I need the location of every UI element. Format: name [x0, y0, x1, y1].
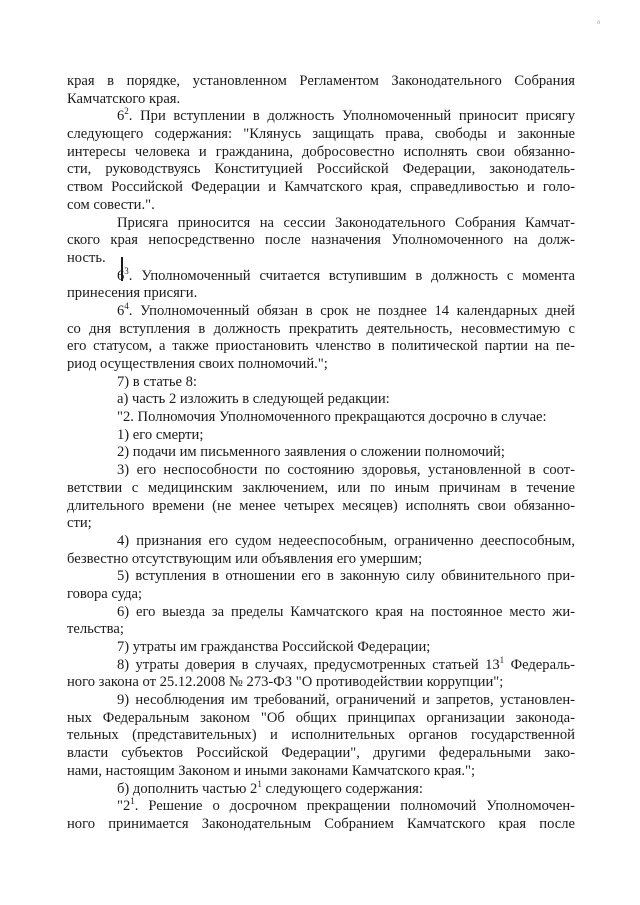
superscript: 1 — [257, 778, 262, 789]
line-text: "2. Полномочия Уполномоченного прекращаются досрочно в случае: — [117, 409, 547, 426]
text-line — [67, 586, 575, 604]
line-text: ного принимается Законодательным Собранием Камчатского края после — [67, 815, 575, 832]
text-line — [67, 515, 575, 533]
text-line — [67, 763, 575, 781]
line-text: 7) утраты им гражданства Российской Федерации; — [117, 639, 431, 655]
text-line — [67, 568, 575, 586]
text-line — [67, 161, 575, 179]
text-line — [67, 91, 575, 109]
line-text: ством Российской Федерации и Камчатского края, справедливостью и голо- — [67, 179, 575, 196]
line-text: ного закона от 25.12.2008 № 273-ФЗ "О противодействии коррупции"; — [67, 674, 504, 691]
text-line — [67, 498, 575, 516]
paragraph-number: 6 — [117, 267, 125, 284]
line-text: риод осуществления своих полномочий."; — [67, 356, 328, 372]
line-text: говора суда; — [67, 585, 143, 602]
corner-mark: ᵃ — [597, 18, 600, 29]
line-text: со дня вступления в должность прекратить деятельность, несовместимую с — [67, 320, 575, 337]
text-line — [67, 462, 575, 480]
line-text: Присяга приносится на сессии Законодательного Собрания Камчат- — [117, 214, 575, 231]
text-line — [67, 215, 575, 233]
text-line — [67, 303, 575, 321]
text-line — [67, 798, 575, 816]
line-text: а) часть 2 изложить в следующей редакции: — [117, 391, 390, 408]
text-line — [67, 338, 575, 356]
text-line — [67, 108, 575, 126]
line-text: власти субъектов Российской Федерации", другими федеральными зако- — [67, 745, 575, 762]
paragraph-number: 6 — [117, 108, 125, 125]
line-text: следующего содержания: "Клянусь защищать права, свободы и законные — [67, 126, 575, 143]
document-body — [67, 73, 575, 834]
line-text: . Уполномоченный считается вступившим в должность с момента — [128, 267, 575, 284]
text-line — [67, 197, 575, 215]
text-line — [67, 604, 575, 622]
paragraph-number: 6 — [117, 302, 125, 319]
text-line — [67, 551, 575, 569]
line-text: интересы человека и гражданина, добросовестно исполнять свои обязанно- — [67, 143, 575, 160]
line-text: нами, настоящим Законом и иными законами Камчатского края."; — [67, 762, 476, 779]
text-line — [67, 710, 575, 728]
text-line — [67, 409, 575, 427]
line-text: ных Федеральным законом "Об общих принципах организации законода- — [67, 709, 575, 726]
text-line — [67, 778, 575, 799]
line-text: . Уполномоченный обязан в срок не позднее 14 календарных дней — [128, 302, 575, 319]
line-text: сом совести.". — [67, 196, 155, 213]
text-line — [67, 654, 575, 675]
line-text: 3) его неспособности по состоянию здоровья, установленной в соот- — [117, 462, 575, 479]
text-line — [67, 250, 575, 268]
text-line — [67, 126, 575, 144]
text-line — [67, 427, 575, 445]
text-line — [67, 621, 575, 639]
superscript: 1 — [499, 654, 505, 665]
text-line — [67, 444, 575, 462]
line-text: ветствии с медицинским заключением, или по иным причинам в течение — [67, 479, 575, 496]
line-text: сти, руководствуясь Конституцией Российской Федерации, законодатель- — [67, 161, 575, 178]
line-text: 6) его выезда за пределы Камчатского края на постоянное место жи- — [117, 603, 575, 620]
text-line — [67, 727, 575, 745]
line-text: 7) в статье 8: — [117, 373, 197, 390]
line-text: тельных (представительных) и исполнительных органов государственной — [67, 727, 575, 744]
line-text: 9) несоблюдения им требований, ограничений и запретов, установлен- — [117, 692, 575, 709]
text-line — [67, 285, 575, 303]
text-line — [67, 73, 575, 91]
text-line — [67, 265, 575, 286]
text-line — [67, 232, 575, 250]
line-text: следующего содержания: — [261, 780, 423, 797]
text-line — [67, 533, 575, 551]
line-text: 5) вступления в отношении его в законную силу обвинительного при- — [117, 568, 575, 585]
line-text: тельства; — [67, 621, 124, 638]
text-line — [67, 374, 575, 392]
text-line — [67, 692, 575, 710]
text-line — [67, 321, 575, 339]
text-line — [67, 144, 575, 162]
superscript: 4 — [124, 301, 129, 312]
line-text: б) дополнить частью 2 — [117, 780, 258, 797]
text-line — [67, 745, 575, 763]
paragraph-number: "2 — [117, 798, 131, 815]
text-line — [67, 179, 575, 197]
line-text: Федераль- — [504, 656, 575, 673]
line-text: принесения присяги. — [67, 285, 198, 302]
superscript: 1 — [130, 796, 135, 807]
line-text: 1) его смерти; — [117, 426, 204, 443]
text-line — [67, 480, 575, 498]
line-text: длительного времени (не менее четырех месяцев) исполнять свои обязанно- — [67, 497, 575, 514]
superscript: 3 — [124, 265, 129, 276]
line-text: края в порядке, установленном Регламентом Законодательного Собрания — [67, 73, 575, 89]
line-text: . При вступлении в должность Уполномоченный приносит присягу — [128, 108, 575, 125]
superscript: 2 — [124, 106, 129, 117]
text-line — [67, 816, 575, 834]
text-line — [67, 356, 575, 374]
line-text: ского края непосредственно после назначения Уполномоченного на долж- — [67, 232, 575, 249]
line-text: 2) подачи им письменного заявления о сложении полномочий; — [117, 444, 505, 461]
line-text: . Решение о досрочном прекращении полномочий Уполномочен- — [134, 798, 575, 815]
line-text: 8) утраты доверия в случаях, предусмотренных статьей 13 — [117, 656, 500, 673]
line-text: безвестно отсутствующим или объявления его умершим; — [67, 550, 423, 567]
text-line — [67, 391, 575, 409]
line-text: Камчатского края. — [67, 90, 181, 107]
line-text: его статусом, а также приостановить членство в политической партии на пе- — [67, 338, 575, 355]
text-line — [67, 674, 575, 692]
line-text: сти; — [67, 515, 92, 532]
line-text: ность. — [67, 249, 106, 266]
line-text: 4) признания его судом недееспособным, ограниченно дееспособным, — [117, 532, 575, 549]
